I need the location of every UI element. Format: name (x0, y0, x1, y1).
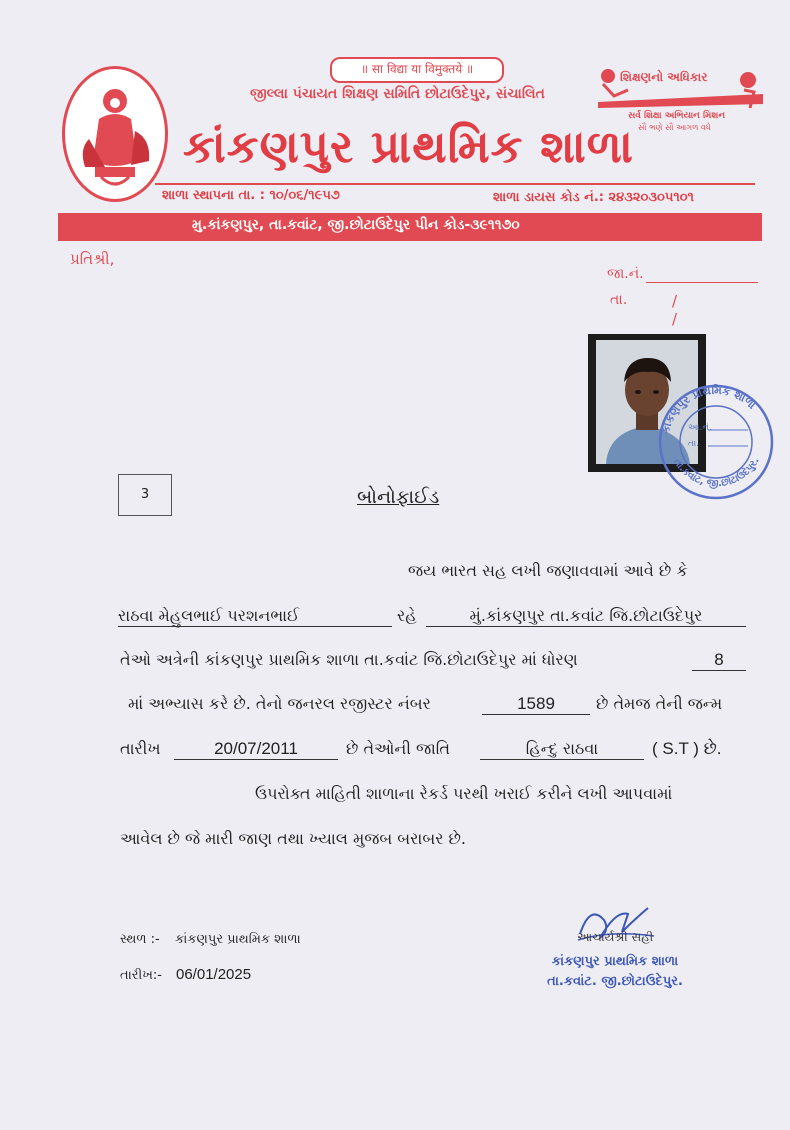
address-text: મુ.કાંકણપુર, તા.કવાંટ, જી.છોટાઉદેપુર પીન કોડ-૩૯૧૧૭૦ (192, 217, 520, 233)
place-value: કાંકણપુર પ્રાથમિક શાળા (175, 932, 301, 947)
dise-code: શાળા ડાયસ કોડ નં.: ૨૪૩૨૦૩૦૫૧૦૧ (493, 190, 694, 205)
residence-field: મું.કાંકણપુર તા.કવાંટ જિ.છોટાઉદેપુર (426, 606, 746, 627)
outward-number-line (646, 282, 758, 283)
established-date: શાળા સ્થાપના તા. : ૧૦/૦૬/૧૯૫૭ (162, 188, 340, 203)
place-label: સ્થળ :- (120, 932, 160, 947)
certificate-title: બોનોફાઈડ (357, 486, 440, 508)
serial-number-box: 3 (118, 474, 172, 516)
seal-line-address: તા.કવાંટ. જી.છોટાઉદેપુર. (547, 974, 683, 989)
dob-field: 20/07/2011 (174, 739, 338, 760)
school-statement: તેઓ અત્રેની કાંકણપુર પ્રાથમિક શાળા તા.કવાંટ જિ.છોટાઉદેપુર માં ધોરણ (120, 650, 578, 669)
footer-date-value: 06/01/2025 (176, 966, 252, 983)
rte-title: શિક્ષણનો અધિકાર (620, 70, 708, 84)
category-text: ( S.T ) છે. (652, 739, 722, 758)
header-date-slashes: / / (672, 292, 716, 328)
verification-line1: ઉપરોક્ત માહિતી શાળાના રેકર્ડ પરથી ખરાઈ કરીને લખી આપવામાં (255, 784, 673, 803)
stamp-top-text: કાંકણપુર પ્રાથમિક શાળા (658, 383, 759, 435)
intro-text: જય ભારત સહ લખી જણાવવામાં આવે છે કે (408, 561, 688, 580)
principal-signature-block (530, 900, 700, 1010)
dob-label: તારીખ (120, 739, 161, 758)
rte-line2: સૌ ભણે સૌ આગળ વધે (638, 123, 711, 132)
motto-banner: ॥ सा विद्या या विमुक्तये ॥ (330, 57, 504, 83)
addressee-label: પ્રતિશ્રી, (70, 250, 115, 268)
signatory-label: આચાર્યશ્રી સહી (576, 930, 654, 944)
register-statement: માં અભ્યાસ કરે છે. તેનો જનરલ રજીસ્ટર નંબર (128, 694, 431, 713)
outward-number-label: જા.નં. (607, 266, 644, 282)
saraswati-icon (65, 69, 165, 199)
stamp-field-date: તા. (688, 439, 700, 449)
caste-label: છે તેઓની જાતિ (346, 739, 450, 758)
register-number-field: 1589 (482, 694, 590, 715)
samiti-heading: જીલ્લા પંચાયત શિક્ષણ સમિતિ છોટાઉદેપુર, સંચાલિત (250, 86, 545, 102)
standard-field: 8 (692, 650, 746, 671)
school-stamp (650, 380, 780, 500)
rte-line1: સર્વ શિક્ષા અભિયાન મિશન (628, 111, 726, 121)
caste-field: હિન્દુ રાઠવા (480, 739, 644, 760)
school-name: કાંકણપુર પ્રાથમિક શાળા (183, 120, 634, 173)
stamp-field-number: આ.નં. (688, 423, 712, 433)
saraswati-logo (62, 66, 168, 202)
register-tail: છે તેમજ તેની જન્મ (596, 694, 723, 713)
stamp-bottom-text: તા.કવાંટ, જી.છોટાઉદેપુર. (671, 455, 762, 490)
round-stamp-icon (650, 380, 780, 500)
header-date-label: તા. (610, 292, 628, 308)
footer-date-label: તારીખ:- (120, 968, 162, 983)
rahe-label: રહે (397, 606, 417, 625)
header-rule (155, 183, 755, 185)
seal-line-school: કાંકણપુર પ્રાથમિક શાળા (551, 954, 679, 969)
verification-line2: આવેલ છે જે મારી જાણ તથા ખ્યાલ મુજબ બરાબર છે. (120, 829, 467, 848)
student-name: રાઠવા મેહુલભાઈ પરશનભાઈ (118, 606, 392, 627)
